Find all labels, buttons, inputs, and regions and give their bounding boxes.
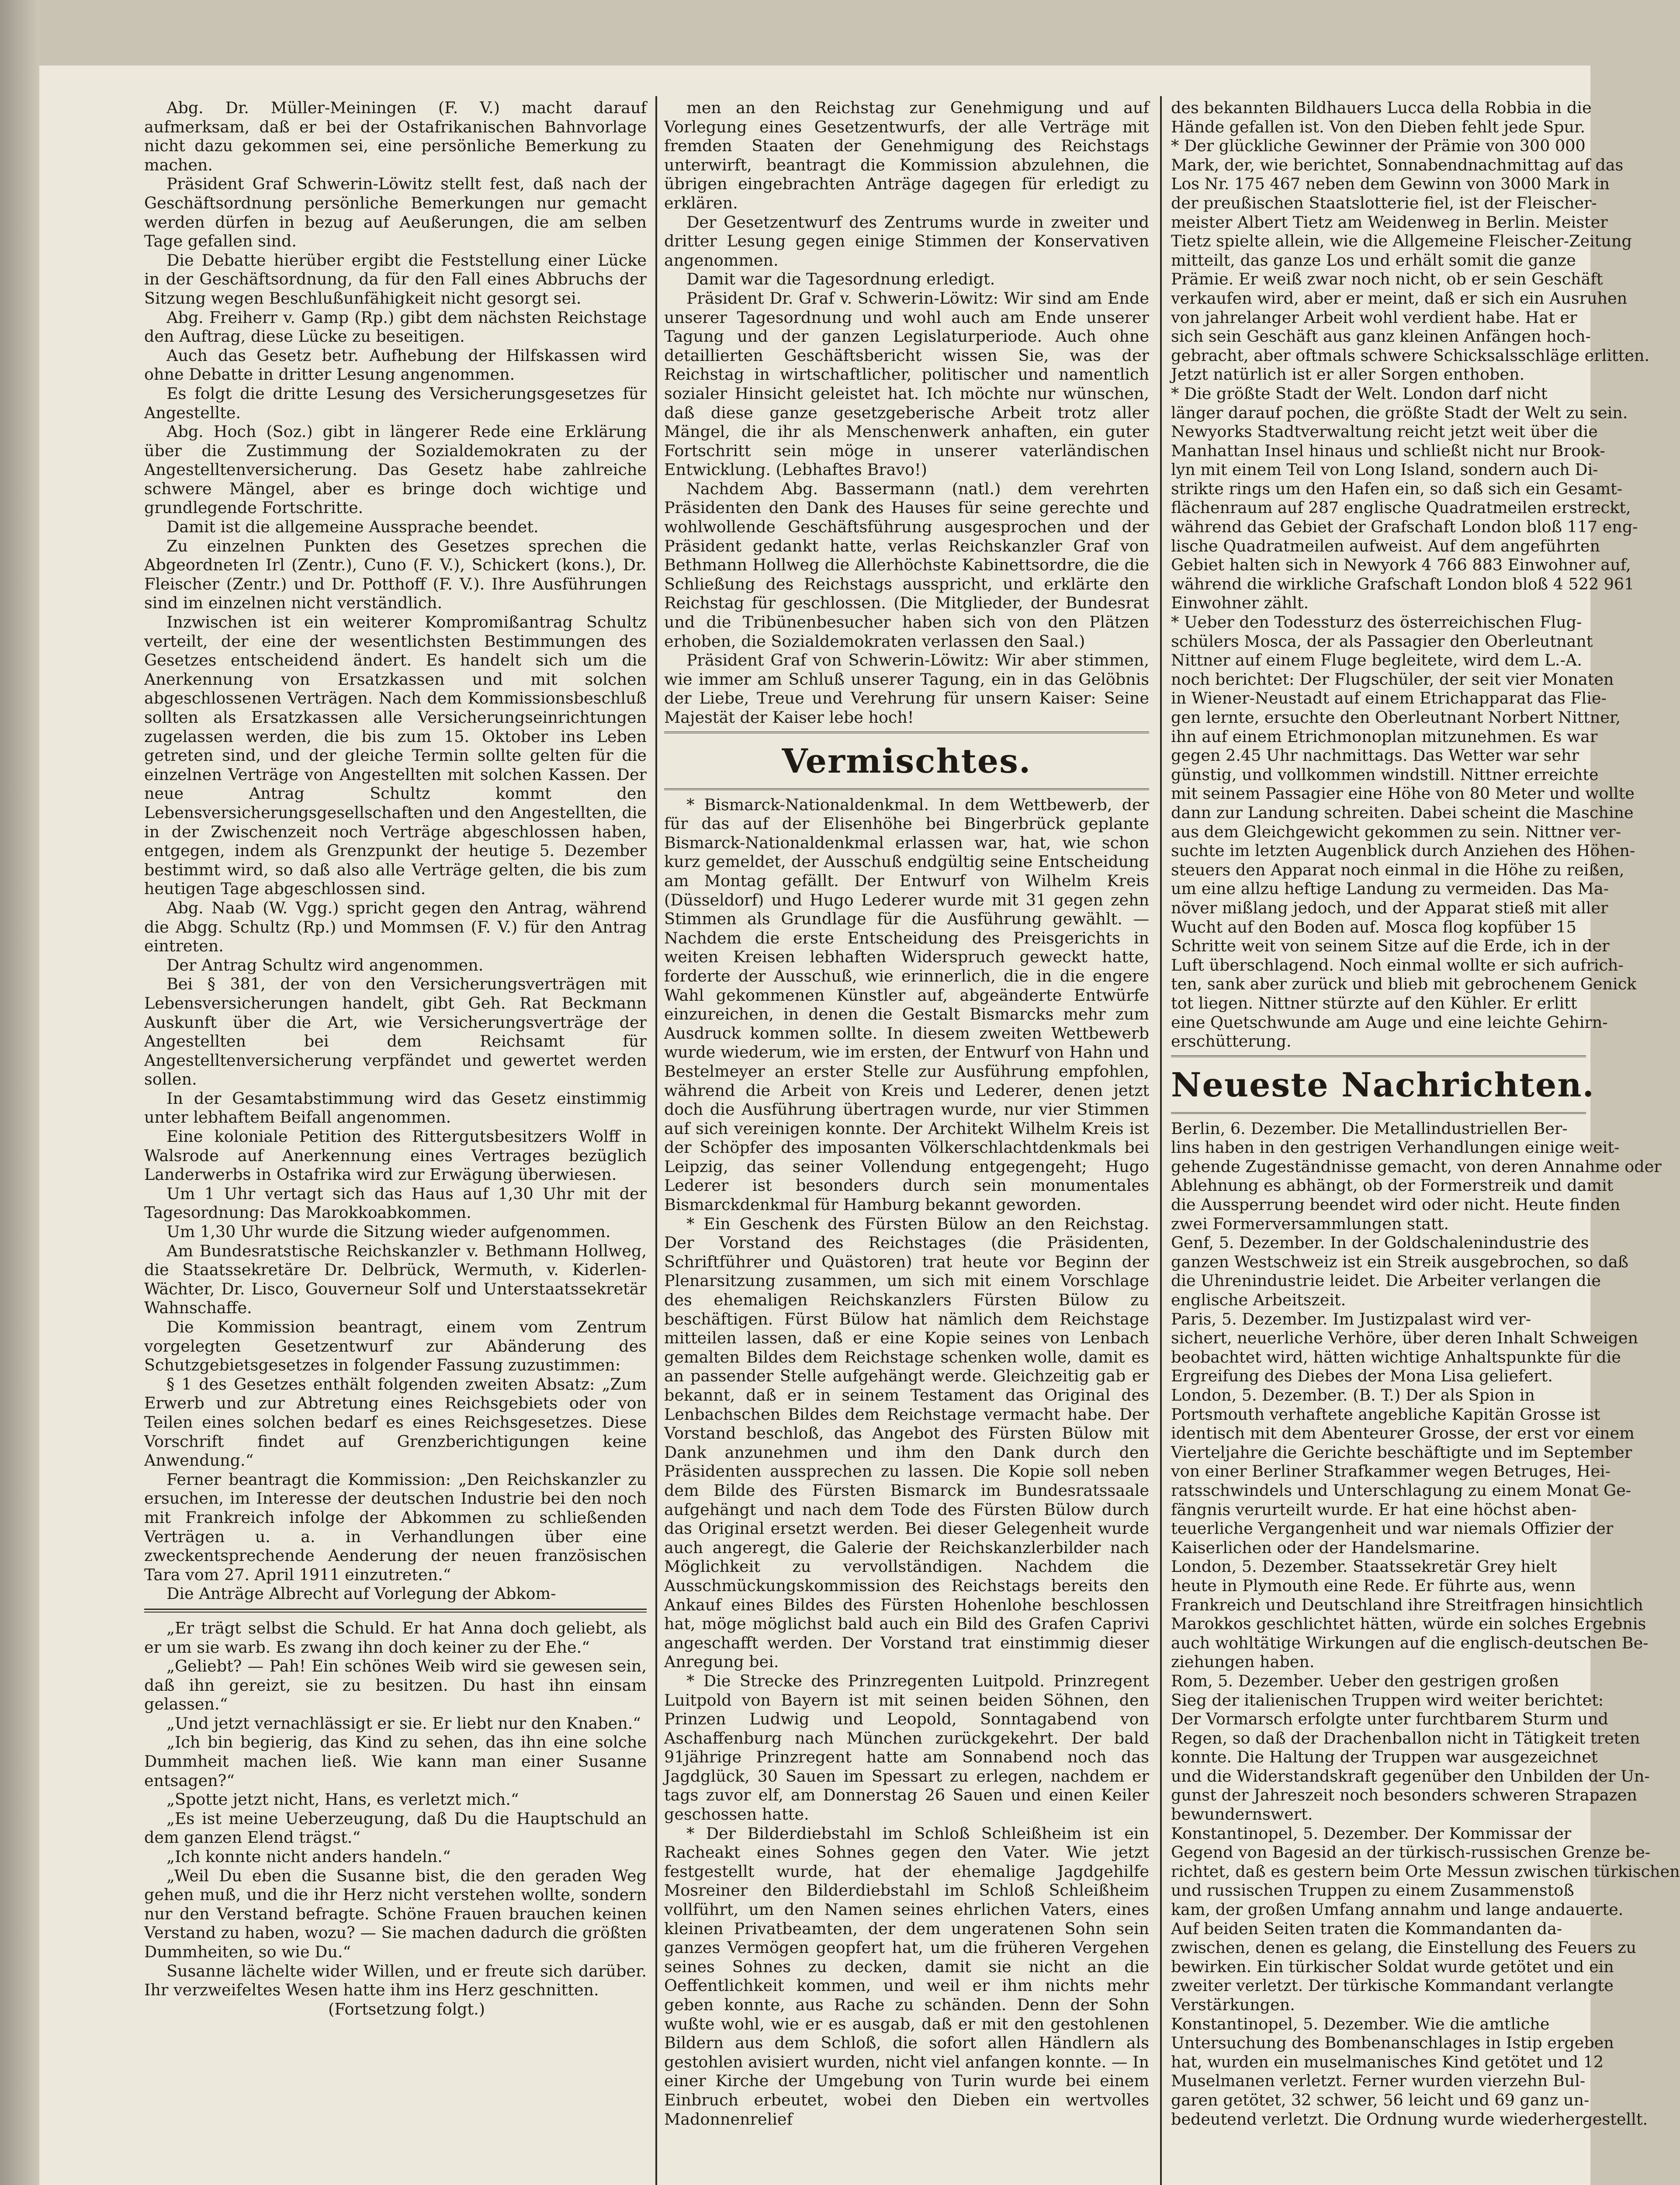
serial-paragraph: Susanne lächelte wider Willen, und er freute sich darüber. Ihr verzweifeltes Wesen hatte ihm ins Herz geschnitten. — [144, 1961, 647, 2000]
text-line: ten, sank aber zurück und blieb mit gebrochenem Genick — [1171, 975, 1637, 994]
text-line: lyn mit einem Teil von Long Island, sondern auch Di- — [1171, 460, 1598, 479]
report-paragraph: Abg. Freiherr v. Gamp (Rp.) gibt dem nächsten Reichstage den Auftrag, diese Lücke zu beseitigen. — [144, 308, 647, 346]
report-paragraph: § 1 des Gesetzes enthält folgenden zweiten Absatz: „Zum Erwerb und zur Abtretung eines Reichsgebiets oder von Teilen eines solchen bedarf es eines Reichsgesetzes. Diese Vorschrift findet auf Grenzberichtigungen keine Anwendung.“ — [144, 1374, 647, 1470]
news-line: von einer Berliner Strafkammer wegen Betruges, Hei- — [1171, 1462, 1611, 1481]
news-line: London, 5. Dezember. (B. T.) Der als Spion in — [1171, 1386, 1535, 1405]
section-divider — [664, 788, 1149, 790]
serial-paragraph: „Weil Du eben die Susanne bist, die den geraden Weg gehen muß, und die ihr Herz nicht verstehen wollte, sondern nur den Verstand befragte. Schöne Frauen brauchen keinen Verstand zu haben, wozu? — Sie machen dadurch die größten Dummheiten, so wie Du.“ — [144, 1866, 647, 1961]
serial-paragraph: „Und jetzt vernachlässigt er sie. Er liebt nur den Knaben.“ — [166, 1713, 641, 1733]
section-divider — [1171, 1112, 1586, 1114]
news-line: Konstantinopel, 5. Dezember. Wie die amtliche — [1171, 2014, 1550, 2033]
report-paragraph: Am Bundesratstische Reichskanzler v. Bethmann Hollweg, die Staatssekretäre Dr. Delbrück, Wermuth, v. Kiderlen-Wächter, Dr. Lisco, Gouverneur Solf und Unterstaatssekretär Wahnschaffe. — [144, 1241, 647, 1318]
section-heading-neueste-nachrichten: Neueste Nachrichten. — [1171, 1065, 1595, 1104]
text-line: suchte im letzten Augenblick durch Anziehen des Höhen- — [1171, 841, 1635, 860]
text-line: * Der glückliche Gewinner der Prämie von 300 000 — [1171, 136, 1586, 156]
report-paragraph: Nachdem Abg. Bassermann (natl.) dem verehrten Präsidenten den Dank des Hauses für seine gerechte und wohlwollende Geschäftsführung ausgesprochen und der Präsident gedankt hatte, verlas Reichskanzler Graf von Bethmann Hollweg die Allerhöchste Kabinettsordre, die die Schließung des Reichstags ausspricht, und erklärte den Reichstag für geschlossen. (Die Mitglieder, der Bundesrat und die Tribünenbesucher haben sich von den Plätzen erhoben, die Sozialdemokraten verlassen den Saal.) — [664, 479, 1149, 651]
news-line: bewundernswert. — [1171, 1805, 1313, 1824]
continuation-note: (Fortsetzung folgt.) — [328, 1999, 485, 2019]
text-line: des bekannten Bildhauers Lucca della Robbia in die — [1171, 98, 1592, 117]
serial-paragraph: „Geliebt? — Pah! Ein schönes Weib wird sie gewesen sein, daß ihn gereizt, sie zu besitzen. Du hast ihn einsam gelassen.“ — [144, 1657, 647, 1714]
news-line: Ergreifung des Diebes der Mona Lisa geliefert. — [1171, 1366, 1553, 1386]
news-line: die Aussperrung beendet wird oder nicht. Heute finden — [1171, 1195, 1621, 1214]
report-paragraph: men an den Reichstag zur Genehmigung und auf Vorlegung eines Gesetzentwurfs, der alle Verträge mit fremden Staaten der Genehmigung des Reichstags unterwirft, beantragt die Kommission abzulehnen, die übrigen eingebrachten Anträge dagegen für erledigt zu erklären. — [664, 98, 1149, 212]
news-line: auch wohltätige Wirkungen auf die englisch-deutschen Be- — [1171, 1633, 1649, 1652]
news-item: * Der Bilderdiebstahl im Schloß Schleißheim ist ein Racheakt eines Sohnes gegen den Vater. Wie jetzt festgestellt wurde, hat der ehemalige Jagdgehilfe Mosreiner den Bilderdiebstahl im Schloß Schleißheim vollführt, um den Namen seines ehrlichen Vaters, eines kleinen Privatbeamten, der dem ungeratenen Sohn sein ganzes Vermögen geopfert hat, um die früheren Vergehen seines Sohnes zu decken, damit sie nicht an die Oeffentlichkeit kommen, und weil er ihm nichts mehr geben konnte, aus Rache zu schänden. Denn der Sohn wußte wohl, wie er es ausgab, daß er mit den gestohlenen Bildern aus dem Schloß, die sofort allen Händlern als gestohlen avisiert wurden, nicht viel anfangen konnte. — In einer Kirche der Umgebung von Turin wurde bei einem Einbruch erbeutet, wobei den Dieben ein wertvolles Madonnenrelief — [664, 1824, 1149, 2129]
text-line: Tietz spielte allein, wie die Allgemeine Fleischer-Zeitung — [1171, 232, 1632, 251]
news-line: Portsmouth verhaftete angebliche Kapitän Grosse ist — [1171, 1405, 1600, 1424]
serial-paragraph: „Er trägt selbst die Schuld. Er hat Anna doch geliebt, als er um sie warb. Es zwang ihn doch keiner zu der Ehe.“ — [144, 1618, 647, 1657]
text-line: während das Gebiet der Grafschaft London bloß 117 eng- — [1171, 517, 1638, 537]
text-line: günstig, und vollkommen windstill. Nittner erreichte — [1171, 765, 1599, 784]
text-line: aus dem Gleichgewicht gekommen zu sein. Nittner ver- — [1171, 822, 1621, 841]
section-divider — [664, 732, 1149, 733]
text-line: strikte rings um den Hafen ein, so daß sich ein Gesamt- — [1171, 479, 1623, 498]
report-paragraph: Damit war die Tagesordnung erledigt. — [686, 270, 995, 289]
text-line: erschütterung. — [1171, 1032, 1292, 1051]
news-line: zwei Formerversammlungen statt. — [1171, 1214, 1449, 1233]
news-line: fängnis verurteilt wurde. Er hat eine höchst aben- — [1171, 1500, 1577, 1519]
text-line: dann zur Landung schreiten. Dabei scheint die Maschine — [1171, 803, 1634, 822]
text-line: sich sein Geschäft aus ganz kleinen Anfängen hoch- — [1171, 327, 1591, 346]
text-line: Gebiet halten sich in Newyork 4 766 883 Einwohner auf, — [1171, 555, 1631, 575]
report-paragraph: In der Gesamtabstimmung wird das Gesetz einstimmig unter lebhaftem Beifall angenommen. — [144, 1089, 647, 1127]
report-paragraph: Präsident Graf von Schwerin-Löwitz: Wir aber stimmen, wie immer am Schluß unserer Tagung, ein in das Gelöbnis der Liebe, Treue und Verehrung für unsern Kaiser: Seine Majestät der Kaiser lebe hoch! — [664, 651, 1149, 727]
news-line: ratsschwindels und Unterschlagung zu einem Monat Ge- — [1171, 1481, 1632, 1500]
text-line: Jetzt natürlich ist er aller Sorgen enthoben. — [1171, 365, 1525, 384]
report-paragraph: Die Debatte hierüber ergibt die Feststellung einer Lücke in der Geschäftsordnung, da für den Fall eines Abbruchs der Sitzung wegen Beschlußunfähigkeit nicht gesorgt sei. — [144, 250, 647, 308]
report-paragraph: Es folgt die dritte Lesung des Versicherungsgesetzes für Angestellte. — [144, 384, 647, 422]
text-line: verkaufen wird, aber er meint, daß er sich ein Ausruhen — [1171, 288, 1628, 308]
serial-paragraph: „Ich konnte nicht anders handeln.“ — [166, 1847, 451, 1866]
news-line: Vierteljahre die Gerichte beschäftigte und im September — [1171, 1443, 1632, 1462]
text-line: Prämie. Er weiß zwar noch nicht, ob er sein Geschäft — [1171, 270, 1603, 289]
serial-paragraph: „Es ist meine Ueberzeugung, daß Du die Hauptschuld an dem ganzen Elend trägst.“ — [144, 1809, 647, 1847]
page-edge-shadow — [0, 0, 39, 2185]
news-line: Rom, 5. Dezember. Ueber den gestrigen großen — [1171, 1671, 1559, 1690]
text-line: flächenraum auf 287 englische Quadratmeilen erstreckt, — [1171, 498, 1631, 517]
news-line: Konstantinopel, 5. Dezember. Der Kommissar der — [1171, 1824, 1572, 1843]
column-rule-2 — [1160, 96, 1162, 2185]
news-line: identisch mit dem Abenteurer Grosse, der erst vor einem — [1171, 1424, 1635, 1443]
text-line: meister Albert Tietz am Weidenweg in Berlin. Meister — [1171, 212, 1608, 232]
news-line: Marokkos geschlichtet hätten, würde ein solches Ergebnis — [1171, 1614, 1646, 1634]
news-line: ganzen Westschweiz ist ein Streik ausgebrochen, so daß — [1171, 1252, 1629, 1271]
news-line: und die Widerstandskraft gegenüber den Unbilden der Un- — [1171, 1766, 1650, 1786]
news-item: * Bismarck-Nationaldenkmal. In dem Wettbewerb, der für das auf der Elisenhöhe bei Bingerbrück geplante Bismarck-Nationaldenkmal erlassen war, hat, wie schon kurz gemeldet, der Ausschuß endgültig seine Entscheidung am Montag gefällt. Der Entwurf von Wilhelm Kreis (Düsseldorf) und Hugo Lederer wurde mit 31 gegen zehn Stimmen als Grundlage für die Ausführung gewählt. — Nachdem die erste Entscheidung des Preisgerichts in weiten Kreisen lebhaften Widerspruch geweckt hatte, forderte der Ausschuß, wie erinnerlich, die in die engere Wahl gekommenen Künstler auf, abgeänderte Entwürfe einzureichen, in denen die Gestalt Bismarcks mehr zum Ausdruck kommen sollte. In diesem zweiten Wettbewerb wurde wiederum, wie im ersten, der Entwurf von Hahn und Bestelmeyer an erster Stelle zur Ausführung empfohlen, während die Arbeit von Kreis und Lederer, denen jetzt doch die Ausführung übertragen wurde, nur vier Stimmen auf sich vereinigen konnte. Der Architekt Wilhelm Kreis ist der Schöpfer des imposanten Völkerschlachtdenkmals bei Leipzig, das seiner Vollendung entgegengeht; Hugo Lederer ist besonders durch sein monumentales Bismarckdenkmal für Hamburg bekannt geworden. — [664, 795, 1149, 1214]
section-heading-vermischtes: Vermischtes. — [782, 741, 1032, 780]
report-paragraph: Ferner beantragt die Kommission: „Den Reichskanzler zu ersuchen, im Interesse der deutschen Industrie bei den noch mit Frankreich infolge der Abkommen zu schließenden Verträgen u. a. in Verhandlungen über eine zweckentsprechende Aenderung der neuen französischen Tara vom 27. April 1911 einzutreten.“ — [144, 1470, 647, 1584]
serial-paragraph: „Spotte jetzt nicht, Hans, es verletzt mich.“ — [166, 1790, 519, 1809]
report-paragraph: Der Antrag Schultz wird angenommen. — [166, 955, 484, 975]
news-line: zweiter verletzt. Der türkische Kommandant verlangte — [1171, 1976, 1614, 1995]
news-line: englische Arbeitszeit. — [1171, 1290, 1346, 1310]
report-paragraph: Bei § 381, der von den Versicherungsverträgen mit Lebensversicherungen handelt, gibt Geh. Rat Beckmann Auskunft über die Art, wie Versicherungsverträge der Angestellten bei dem Reichsamt für Angestelltenversicherung verpfändet und gewertet werden sollen. — [144, 975, 647, 1089]
report-paragraph: Inzwischen ist ein weiterer Kompromißantrag Schultz verteilt, der eine der wesentlichsten Bestimmungen des Gesetzes entscheidend ändert. Es handelt sich um die Anerkennung von Ersatzkassen und mit solchen abgeschlossenen Verträgen. Nach dem Kommissionsbeschluß sollten als Ersatzkassen alle Versicherungseinrichtungen zugelassen werden, die bis zum 15. Oktober ins Leben getreten sind, und der gleiche Termin sollte gelten für die einzelnen Verträge von Angestellten mit solchen Kassen. Der neue Antrag Schultz kommt den Lebensversicherungsgesellschaften und den Angestellten, die in der Zwischenzeit noch Verträge abgeschlossen haben, entgegen, indem als Grenzpunkt der heutige 5. Dezember bestimmt wird, so daß also alle Verträge gelten, die bis zum heutigen Tage abgeschlossen sind. — [144, 613, 647, 898]
serial-paragraph: „Ich bin begierig, das Kind zu sehen, das ihn eine solche Dummheit machen ließ. Wie kann man einer Susanne entsagen?“ — [144, 1733, 647, 1790]
text-line: mit seinem Passagier eine Höhe von 80 Meter und wollte — [1171, 784, 1635, 803]
news-line: Berlin, 6. Dezember. Die Metallindustriellen Ber- — [1171, 1119, 1568, 1138]
news-line: richtet, daß es gestern beim Orte Messun zwischen türkischen — [1171, 1862, 1680, 1881]
text-line: Luft überschlagend. Noch einmal wollte er sich aufrich- — [1171, 955, 1624, 975]
newspaper-page — [39, 66, 1680, 2185]
column-reichstag-report — [144, 98, 647, 2185]
news-line: hat, wurden ein muselmanisches Kind getötet und 12 — [1171, 2052, 1604, 2071]
report-paragraph: Abg. Dr. Müller-Meiningen (F. V.) macht darauf aufmerksam, daß er bei der Ostafrikanischen Bahnvorlage nicht dazu gekommen sei, eine persönliche Bemerkung zu machen. — [144, 98, 647, 174]
news-line: Auf beiden Seiten traten die Kommandanten da- — [1171, 1919, 1562, 1938]
text-line: * Ueber den Todessturz des österreichischen Flug- — [1171, 613, 1582, 632]
news-line: die Uhrenindustrie leidet. Die Arbeiter verlangen die — [1171, 1271, 1601, 1290]
text-line: Mark, der, wie berichtet, Sonnabendnachmittag auf das — [1171, 155, 1624, 174]
news-line: Regen, so daß der Drachenballon nicht in Tätigkeit treten — [1171, 1728, 1640, 1748]
news-line: kam, der großen Umfang annahm und lange andauerte. — [1171, 1900, 1624, 1919]
text-line: Manhattan Insel hinaus und schließt nicht nur Brook- — [1171, 441, 1605, 460]
news-line: Frankreich und Deutschland ihre Streitfragen hinsichtlich — [1171, 1595, 1643, 1614]
news-item: * Ein Geschenk des Fürsten Bülow an den Reichstag. Der Vorstand des Reichstages (die Präsidenten, Schriftführer und Quästoren) trat heute vor Beginn der Plenarsitzung zusammen, um sich mit einem Vorschlage des ehemaligen Reichskanzlers Fürsten Bülow zu beschäftigen. Fürst Bülow hat nämlich dem Reichstage mitteilen lassen, daß er eine Kopie seines von Lenbach gemalten Bildes dem Reichstage schenken wolle, damit es an passender Stelle aufgehängt werde. Gleichzeitig gab er bekannt, daß er in seinem Testament das Original des Lenbachschen Bildes dem Reichstage vermacht habe. Der Vorstand beschloß, das Angebot des Fürsten Bülow mit Dank anzunehmen und ihm den Dank durch den Präsidenten aussprechen zu lassen. Die Kopie soll neben dem Bilde des Fürsten Bismarck im Bundesratssaale aufgehängt und nach dem Tode des Fürsten Bülow durch das Original ersetzt werden. Bei dieser Gelegenheit wurde auch angeregt, die Galerie der Reichskanzlerbilder nach Möglichkeit zu vervollständigen. Nachdem die Ausschmückungskommission des Reichstags bereits den Ankauf eines Bildes des Fürsten Hohenlohe beschlossen hat, möge möglichst bald auch ein Bild des Grafen Caprivi angeschafft werden. Der Vorstand trat einstimmig dieser Anregung bei. — [664, 1214, 1149, 1672]
report-paragraph: Abg. Hoch (Soz.) gibt in längerer Rede eine Erklärung über die Zustimmung der Sozialdemokraten zu der Angestelltenversicherung. Das Gesetz habe zahlreiche schwere Mängel, aber es bringe doch wichtige und grundlegende Fortschritte. — [144, 422, 647, 517]
news-line: Sieg der italienischen Truppen wird weiter berichtet: — [1171, 1690, 1604, 1710]
news-line: London, 5. Dezember. Staatssekretär Grey hielt — [1171, 1557, 1557, 1576]
report-paragraph: Präsident Dr. Graf v. Schwerin-Löwitz: Wir sind am Ende unserer Tagesordnung und wohl auch am Ende unserer Tagung und der ganzen Legislaturperiode. Auch ohne detaillierten Geschäftsbericht wissen Sie, was der Reichstag in wirtschaftlicher, politischer und namentlich sozialer Hinsicht geleistet hat. Ich möchte nur wünschen, daß diese ganze gesetzgeberische Arbeit trotz aller Mängel, die ihr als Menschenwerk anhaften, ein guter Fortschritt sein möge in unserer vaterländischen Entwicklung. (Lebhaftes Bravo!) — [664, 288, 1149, 479]
report-paragraph: Damit ist die allgemeine Aussprache beendet. — [166, 517, 539, 537]
column-vermischtes — [664, 98, 1149, 2185]
text-line: Wucht auf den Boden auf. Mosca flog kopfüber 15 — [1171, 917, 1576, 936]
text-line: tot liegen. Nittner stürzte auf den Kühler. Er erlitt — [1171, 993, 1577, 1013]
text-line: steuers den Apparat noch einmal in die Höhe zu reißen, — [1171, 860, 1625, 879]
column-neueste-nachrichten — [1171, 98, 1680, 2185]
news-line: Muselmanen verletzt. Ferner wurden vierzehn Bul- — [1171, 2071, 1586, 2091]
news-line: bewirken. Ein türkischer Soldat wurde getötet und ein — [1171, 1957, 1614, 1976]
text-line: in Wiener-Neustadt auf einem Etrichapparat das Flie- — [1171, 689, 1607, 708]
news-line: Gegend von Bagesid an der türkisch-russischen Grenze be- — [1171, 1843, 1651, 1862]
news-line: und russischen Truppen zu einem Zusammenstoß — [1171, 1881, 1574, 1900]
news-line: beobachtet wird, hätten wichtige Anhaltspunkte für die — [1171, 1347, 1621, 1366]
news-line: Ablehnung es abhängt, ob der Formerstreik und damit — [1171, 1176, 1614, 1195]
news-line: zwischen, denen es gelang, die Einstellung des Feuers zu — [1171, 1938, 1636, 1957]
news-line: Paris, 5. Dezember. Im Justizpalast wird ver- — [1171, 1309, 1531, 1328]
text-line: Hände gefallen ist. Von den Dieben fehlt jede Spur. — [1171, 117, 1585, 136]
news-line: gehende Zugeständnisse gemacht, von deren Annahme oder — [1171, 1157, 1662, 1176]
report-paragraph: Auch das Gesetz betr. Aufhebung der Hilfskassen wird ohne Debatte in dritter Lesung angenommen. — [144, 346, 647, 384]
text-line: mitteilt, das ganze Los und erhält somit die ganze — [1171, 250, 1576, 270]
report-paragraph: Um 1 Uhr vertagt sich das Haus auf 1,30 Uhr mit der Tagesordnung: Das Marokkoabkommen. — [144, 1184, 647, 1222]
report-paragraph: Abg. Naab (W. Vgg.) spricht gegen den Antrag, während die Abgg. Schultz (Rp.) und Mommsen (F. V.) für den Antrag eintreten. — [144, 898, 647, 956]
news-line: Verstärkungen. — [1171, 1995, 1295, 2014]
news-line: bedeutend verletzt. Die Ordnung wurde wiederhergestellt. — [1171, 2109, 1648, 2129]
section-divider — [1171, 1055, 1586, 1057]
text-line: lische Quadratmeilen aufweist. Auf dem angeführten — [1171, 536, 1600, 555]
news-line: Genf, 5. Dezember. In der Goldschalenindustrie des — [1171, 1233, 1589, 1252]
news-item: * Die Strecke des Prinzregenten Luitpold. Prinzregent Luitpold von Bayern ist mit seinen beiden Söhnen, den Prinzen Ludwig und Leopold, Sonntagabend von Aschaffenburg nach München zurückgekehrt. Der bald 91jährige Prinzregent hatte am Sonnabend noch das Jagdglück, 30 Sauen im Spessart zu erlegen, nachdem er tags zuvor elf, am Donnerstag 26 Sauen und einen Keiler geschossen hatte. — [664, 1671, 1149, 1824]
text-line: gegen 2.45 Uhr nachmittags. Das Wetter war sehr — [1171, 746, 1579, 765]
text-line: Los Nr. 175 467 neben dem Gewinn von 3000 Mark in — [1171, 174, 1610, 194]
text-line: növer mißlang jedoch, und der Apparat stieß mit aller — [1171, 898, 1608, 917]
report-paragraph: Um 1,30 Uhr wurde die Sitzung wieder aufgenommen. — [166, 1222, 611, 1242]
column-rule-1 — [655, 96, 657, 2185]
news-line: heute in Plymouth eine Rede. Er führte aus, wenn — [1171, 1576, 1576, 1595]
text-line: Schritte weit von seinem Sitze auf die Erde, ich in der — [1171, 936, 1610, 956]
text-line: schülers Mosca, der als Passagier den Oberleutnant — [1171, 631, 1593, 651]
report-paragraph: Präsident Graf Schwerin-Löwitz stellt fest, daß nach der Geschäftsordnung persönliche Bemerkungen nur gemacht werden dürfen in bezug auf Aeußerungen, die am selben Tage gefallen sind. — [144, 174, 647, 251]
report-paragraph: Der Gesetzentwurf des Zentrums wurde in zweiter und dritter Lesung gegen einige Stimmen der Konservativen angenommen. — [664, 212, 1149, 270]
report-paragraph: Die Kommission beantragt, einem vom Zentrum vorgelegten Gesetzentwurf zur Abänderung des Schutzgebietsgesetzes in folgender Fassung zuzustimmen: — [144, 1318, 647, 1375]
news-line: Untersuchung des Bombenanschlages in Istip ergeben — [1171, 2033, 1614, 2053]
text-line: Newyorks Stadtverwaltung reicht jetzt weit über die — [1171, 422, 1598, 441]
news-line: sichert, neuerliche Verhöre, über deren Inhalt Schweigen — [1171, 1328, 1638, 1348]
news-line: gunst der Jahreszeit noch besonders schweren Strapazen — [1171, 1786, 1637, 1805]
news-line: garen getötet, 32 schwer, 56 leicht und 69 ganz un- — [1171, 2090, 1590, 2109]
text-line: von jahrelanger Arbeit wohl verdient habe. Hat er — [1171, 308, 1577, 327]
news-line: Der Vormarsch erfolgte unter furchtbarem Sturm und — [1171, 1710, 1608, 1729]
text-line: der preußischen Staatslotterie fiel, ist der Fleischer- — [1171, 193, 1597, 212]
text-line: Nittner auf einem Fluge begleitete, wird dem L.-A. — [1171, 651, 1582, 670]
text-line: eine Quetschwunde am Auge und eine leichte Gehirn- — [1171, 1013, 1608, 1032]
news-line: lins haben in den gestrigen Verhandlungen einige weit- — [1171, 1138, 1620, 1157]
news-line: teuerliche Vergangenheit und war niemals Offizier der — [1171, 1519, 1614, 1538]
text-line: noch berichtet: Der Flugschüler, der seit vier Monaten — [1171, 669, 1614, 689]
report-paragraph: Zu einzelnen Punkten des Gesetzes sprechen die Abgeordneten Irl (Zentr.), Cuno (F. V.), Schickert (kons.), Dr. Fleischer (Zentr.) und Dr. Potthoff (F. V.). Ihre Ausführungen sind im einzelnen nicht verständlich. — [144, 536, 647, 613]
text-line: gebracht, aber oftmals schwere Schicksalsschläge erlitten. — [1171, 346, 1650, 365]
report-paragraph: Eine koloniale Petition des Rittergutsbesitzers Wolff in Walsrode auf Anerkennung eines Vertrages bezüglich Landerwerbs in Ostafrika wird zur Erwägung überwiesen. — [144, 1127, 647, 1184]
text-line: gen lernte, ersuchte den Oberleutnant Norbert Nittner, — [1171, 708, 1621, 727]
report-paragraph: Die Anträge Albrecht auf Vorlegung der Abkom- — [166, 1584, 556, 1603]
text-line: während die wirkliche Grafschaft London bloß 4 522 961 — [1171, 574, 1635, 593]
text-line: ihn auf einem Etrichmonoplan mitzunehmen. Es war — [1171, 727, 1598, 746]
text-line: * Die größte Stadt der Welt. London darf nicht — [1171, 384, 1548, 403]
text-line: um eine allzu heftige Landung zu vermeiden. Das Ma- — [1171, 879, 1609, 898]
news-line: konnte. Die Haltung der Truppen war ausgezeichnet — [1171, 1748, 1598, 1767]
text-line: Einwohner zählt. — [1171, 593, 1309, 613]
text-line: länger darauf pochen, die größte Stadt der Welt zu sein. — [1171, 403, 1628, 422]
news-line: ziehungen haben. — [1171, 1652, 1315, 1672]
feuilleton-divider — [144, 1609, 647, 1613]
news-line: Kaiserlichen oder der Handelsmarine. — [1171, 1538, 1480, 1557]
